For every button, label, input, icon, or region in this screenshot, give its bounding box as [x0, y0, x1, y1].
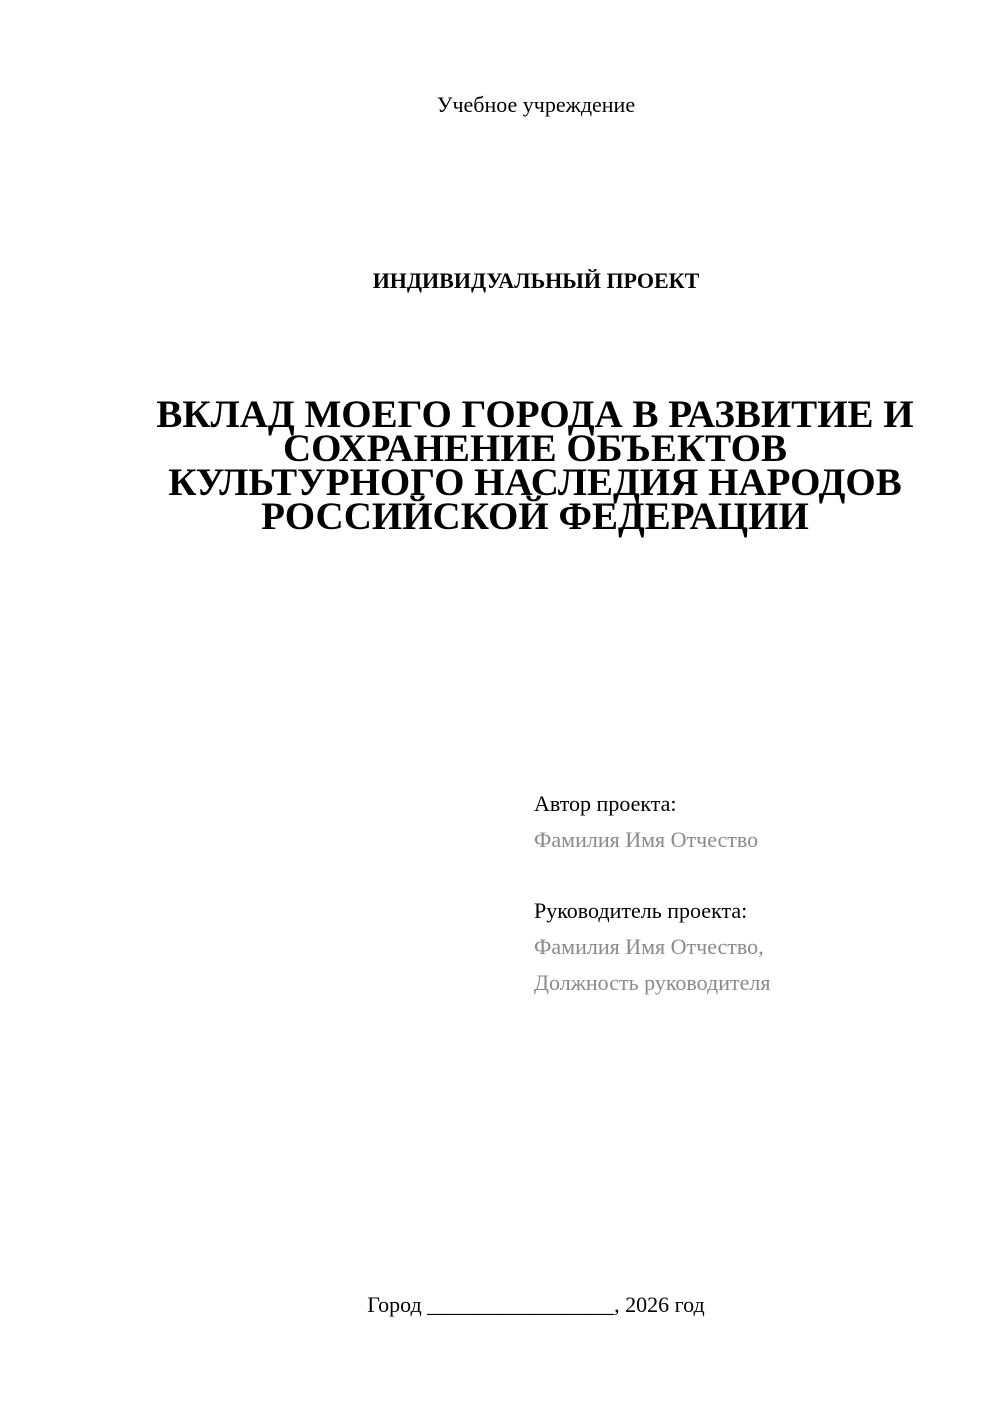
project-title-line: РОССИЙСКОЙ ФЕДЕРАЦИИ	[261, 495, 809, 538]
project-type-heading: ИНДИВИДУАЛЬНЫЙ ПРОЕКТ	[372, 268, 700, 293]
supervisor-name: Фамилия Имя Отчество,	[534, 934, 764, 959]
project-title-line: КУЛЬТУРНОГО НАСЛЕДИЯ НАРОДОВ	[168, 461, 902, 504]
author-name: Фамилия Имя Отчество	[534, 827, 759, 852]
author-label: Автор проекта:	[534, 791, 677, 816]
institution-name: Учебное учреждение	[436, 92, 636, 117]
supervisor-block	[534, 893, 770, 1001]
project-title-line: ВКЛАД МОЕГО ГОРОДА В РАЗВИТИЕ И	[156, 393, 914, 436]
supervisor-label: Руководитель проекта:	[534, 898, 748, 923]
project-title	[140, 393, 930, 538]
project-title-line: СОХРАНЕНИЕ ОБЪЕКТОВ	[282, 427, 787, 470]
supervisor-position: Должность руководителя	[534, 970, 771, 995]
city-year-footer: Город _________________, 2026 год	[367, 1292, 705, 1317]
author-block	[534, 786, 758, 858]
